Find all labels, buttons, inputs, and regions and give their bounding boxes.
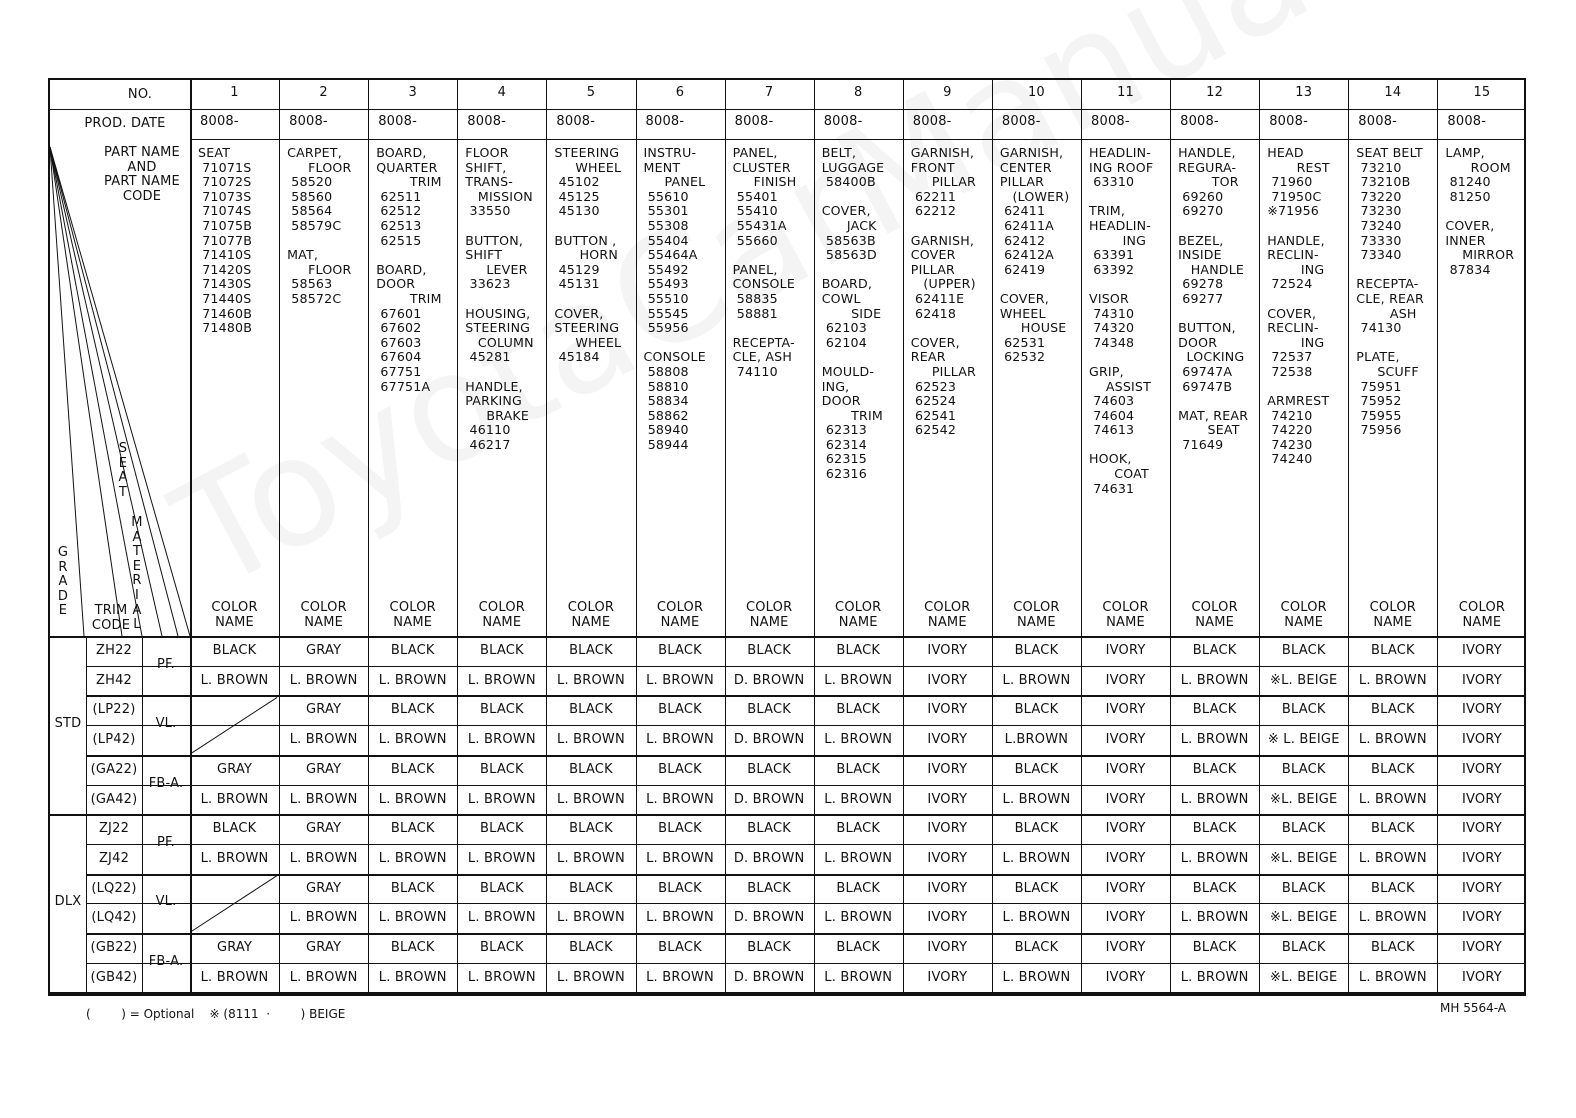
color-cell: BLACK: [836, 643, 881, 658]
prod-date: 8008-: [200, 114, 239, 129]
color-cell: IVORY: [927, 940, 968, 955]
color-name-label: COLOR NAME: [1191, 600, 1238, 630]
color-cell: L. BROWN: [1180, 732, 1249, 748]
color-name-label: COLOR NAME: [745, 600, 793, 630]
color-cell: GRAY: [216, 761, 253, 777]
color-cell: BLACK: [390, 880, 435, 896]
column-number: 12: [1206, 85, 1224, 100]
color-cell: IVORY: [927, 850, 968, 866]
prod-date: 8008-: [467, 114, 507, 129]
column-number: 10: [1027, 85, 1045, 100]
color-cell: BLACK: [1192, 940, 1237, 955]
color-cell: L. BROWN: [646, 910, 714, 926]
column-number: 9: [943, 85, 952, 100]
color-cell: IVORY: [927, 702, 968, 718]
color-cell: BLACK: [1192, 761, 1237, 777]
column-number: 4: [497, 85, 507, 100]
color-cell: L. BROWN: [1358, 672, 1427, 688]
color-name-label: COLOR NAME: [300, 600, 347, 630]
color-cell: BLACK: [1370, 940, 1415, 955]
color-cell: ※L. BEIGE: [1270, 850, 1338, 866]
color-cell: L. BROWN: [1002, 850, 1071, 866]
color-cell: IVORY: [927, 761, 968, 777]
trim-code: (LQ22): [91, 880, 137, 896]
column-number: 14: [1384, 85, 1402, 100]
color-cell: L. BROWN: [378, 969, 447, 985]
color-cell: L. BROWN: [646, 850, 714, 866]
color-cell: IVORY: [1462, 791, 1502, 807]
color-cell: BLACK: [569, 702, 613, 718]
empty-cell-slash: [192, 697, 277, 752]
color-cell: L. BROWN: [1180, 672, 1249, 688]
color-cell: IVORY: [1462, 761, 1502, 777]
color-cell: BLACK: [1281, 821, 1326, 837]
color-cell: BLACK: [658, 821, 702, 837]
part-list: LAMP, ROOM 81240 81250 COVER, INNER MIRROR 87834: [1445, 145, 1515, 277]
color-cell: ※L. BEIGE: [1270, 791, 1338, 807]
color-cell: BLACK: [836, 821, 881, 837]
color-cell: BLACK: [569, 761, 613, 777]
color-name-label: COLOR NAME: [1458, 600, 1506, 630]
material-label: PF.: [157, 834, 175, 850]
trim-code: (GB22): [90, 940, 138, 955]
color-cell: IVORY: [1462, 969, 1502, 985]
color-cell: L. BROWN: [200, 850, 269, 866]
trim-code: ZJ42: [98, 850, 130, 866]
part-list: HANDLE, REGURA- TOR 69260 69270 BEZEL, INSIDE HANDLE 69278 69277 BUTTON, DOOR LOCKING 69747A 69747B MAT, REAR SEAT 71649: [1178, 145, 1249, 452]
color-cell: L. BROWN: [646, 732, 714, 748]
color-cell: L. BROWN: [824, 672, 893, 688]
color-cell: IVORY: [1105, 643, 1146, 658]
color-cell: BLACK: [390, 761, 435, 777]
trim-code: (GA22): [90, 761, 138, 777]
color-cell: L. BROWN: [824, 850, 893, 866]
color-cell: L. BROWN: [289, 910, 358, 926]
color-name-label: COLOR NAME: [567, 600, 615, 630]
empty-cell-slash: [192, 876, 277, 931]
color-cell: L. BROWN: [557, 672, 625, 688]
color-cell: L. BROWN: [1358, 850, 1427, 866]
color-cell: IVORY: [1105, 732, 1146, 748]
color-cell: BLACK: [658, 643, 702, 658]
prod-date: 8008-: [823, 114, 863, 129]
part-list: SEAT 71071S 71072S 71073S 71074S 71075B 71077B 71410S 71420S 71430S 71440S 71460B 71480B: [198, 145, 253, 336]
color-cell: L. BROWN: [646, 791, 714, 807]
color-cell: L. BROWN: [646, 672, 714, 688]
trim-code: ZH42: [95, 672, 133, 688]
color-cell: IVORY: [1462, 940, 1502, 955]
color-cell: IVORY: [927, 910, 968, 926]
header-diagonal: [50, 147, 190, 636]
color-cell: L. BROWN: [1180, 791, 1249, 807]
color-cell: BLACK: [1370, 880, 1415, 896]
color-cell: L. BROWN: [1358, 732, 1427, 748]
color-cell: BLACK: [1281, 761, 1326, 777]
color-cell: IVORY: [1105, 969, 1146, 985]
color-cell: BLACK: [390, 643, 435, 658]
color-name-label: COLOR NAME: [835, 600, 882, 630]
prod-date: 8008-: [1091, 114, 1130, 129]
color-cell: L. BROWN: [824, 969, 893, 985]
color-cell: L. BROWN: [557, 850, 625, 866]
color-cell: L. BROWN: [467, 732, 536, 748]
color-cell: L. BROWN: [1180, 850, 1249, 866]
color-cell: IVORY: [1462, 910, 1502, 926]
material-label: M A T E R I A L: [131, 515, 143, 633]
prod-date: 8008-: [556, 114, 596, 129]
color-cell: D. BROWN: [733, 969, 805, 985]
color-cell: IVORY: [1105, 850, 1146, 866]
color-cell: BLACK: [747, 761, 791, 777]
trim-code: (LP42): [92, 732, 136, 748]
color-cell: GRAY: [306, 643, 342, 658]
part-name-label: PART NAME AND PART NAME CODE: [104, 145, 180, 204]
color-cell: IVORY: [1105, 880, 1146, 896]
color-cell: L. BROWN: [378, 732, 447, 748]
prod-date-label: PROD. DATE: [84, 116, 166, 131]
color-cell: L. BROWN: [289, 969, 358, 985]
color-cell: IVORY: [1105, 761, 1146, 777]
column-number: 8: [853, 85, 863, 100]
material-label: VL.: [155, 894, 177, 910]
trim-code-label: TRIM CODE: [91, 603, 131, 633]
color-cell: BLACK: [479, 761, 524, 777]
prod-date: 8008-: [912, 114, 952, 129]
color-cell: BLACK: [1192, 821, 1237, 837]
part-list: BELT, LUGGAGE 58400B COVER, JACK 58563B 58563D BOARD, COWL SIDE 62103 62104 MOULD- ING, DOOR TRIM 62313 62314 62315 62316: [821, 145, 885, 482]
color-cell: GRAY: [306, 761, 342, 777]
color-cell: L. BROWN: [200, 791, 269, 807]
trim-code: ZH22: [95, 643, 133, 658]
color-cell: BLACK: [479, 940, 524, 955]
color-name-label: COLOR NAME: [656, 600, 704, 630]
color-cell: BLACK: [390, 821, 435, 837]
color-cell: GRAY: [216, 940, 253, 955]
color-cell: BLACK: [1014, 702, 1059, 718]
color-cell: IVORY: [1105, 910, 1146, 926]
color-cell: D. BROWN: [733, 732, 805, 748]
color-cell: L. BROWN: [557, 732, 625, 748]
color-cell: IVORY: [1462, 643, 1502, 658]
color-cell: BLACK: [658, 940, 702, 955]
prod-date: 8008-: [645, 114, 685, 129]
color-cell: BLACK: [1281, 643, 1326, 658]
color-cell: L. BROWN: [200, 672, 269, 688]
color-cell: L. BROWN: [467, 791, 536, 807]
prod-date: 8008-: [1447, 114, 1487, 129]
color-cell: BLACK: [390, 940, 435, 955]
color-cell: IVORY: [1462, 672, 1502, 688]
color-cell: BLACK: [569, 940, 613, 955]
part-list: INSTRU- MENT PANEL 55610 55301 55308 55404 55464A 55492 55493 55510 55545 55956 CONSOLE 58808 58810 58834 58862 58940 58944: [643, 145, 706, 452]
color-cell: BLACK: [569, 643, 613, 658]
color-cell: IVORY: [927, 969, 968, 985]
prod-date: 8008-: [1001, 114, 1041, 129]
color-cell: BLACK: [1370, 761, 1415, 777]
prod-date: 8008-: [289, 114, 328, 129]
color-name-label: COLOR NAME: [1013, 600, 1060, 630]
prod-date: 8008-: [378, 114, 417, 129]
color-cell: IVORY: [1105, 791, 1146, 807]
color-cell: IVORY: [1105, 821, 1146, 837]
color-cell: L. BROWN: [557, 791, 625, 807]
color-cell: L. BROWN: [378, 910, 447, 926]
color-cell: BLACK: [479, 702, 524, 718]
color-cell: D. BROWN: [733, 910, 805, 926]
color-cell: BLACK: [1281, 940, 1326, 955]
color-cell: BLACK: [836, 880, 881, 896]
color-cell: BLACK: [212, 821, 257, 837]
color-cell: BLACK: [658, 761, 702, 777]
part-list: FLOOR SHIFT, TRANS- MISSION 33550 BUTTON, SHIFT LEVER 33623 HOUSING, STEERING COLUMN 45281 HANDLE, PARKING BRAKE 46110 46217: [465, 145, 534, 452]
color-cell: ※L. BEIGE: [1270, 910, 1338, 926]
color-cell: L. BROWN: [1002, 672, 1071, 688]
color-cell: BLACK: [390, 702, 435, 718]
color-cell: BLACK: [747, 821, 791, 837]
trim-code: (LQ42): [91, 910, 137, 926]
color-cell: BLACK: [1370, 702, 1415, 718]
color-cell: IVORY: [927, 880, 968, 896]
color-cell: BLACK: [1014, 821, 1059, 837]
color-cell: BLACK: [836, 940, 881, 955]
color-name-label: COLOR NAME: [389, 600, 436, 630]
column-number: 5: [586, 85, 596, 100]
color-cell: BLACK: [1192, 643, 1237, 658]
color-cell: L. BROWN: [289, 791, 358, 807]
color-cell: BLACK: [1014, 940, 1059, 955]
color-cell: L. BROWN: [200, 969, 269, 985]
color-cell: L. BROWN: [467, 672, 536, 688]
color-cell: GRAY: [306, 880, 342, 896]
prod-date: 8008-: [1269, 114, 1308, 129]
material-label: FB-A.: [148, 775, 184, 791]
color-cell: GRAY: [306, 940, 342, 955]
part-list: GARNISH, FRONT PILLAR 62211 62212 GARNISH, COVER PILLAR (UPPER) 62411E 62418 COVER, REAR PILLAR 62523 62524 62541 62542: [910, 145, 977, 438]
color-name-label: COLOR NAME: [478, 600, 526, 630]
color-cell: BLACK: [1014, 761, 1059, 777]
color-cell: GRAY: [306, 821, 342, 837]
footer-code: MH 5564-A: [1440, 1001, 1507, 1015]
color-cell: BLACK: [747, 643, 791, 658]
color-cell: L. BROWN: [646, 969, 714, 985]
color-cell: L. BROWN: [1002, 791, 1071, 807]
color-cell: BLACK: [1281, 702, 1326, 718]
color-cell: IVORY: [1462, 821, 1502, 837]
column-number: 2: [319, 85, 328, 100]
color-cell: IVORY: [927, 821, 968, 837]
color-name-label: COLOR NAME: [1369, 600, 1417, 630]
color-cell: BLACK: [479, 821, 524, 837]
color-cell: IVORY: [927, 732, 968, 748]
color-cell: L. BROWN: [378, 672, 447, 688]
trim-code: ZJ22: [98, 821, 130, 837]
color-cell: BLACK: [1014, 643, 1059, 658]
part-list: CARPET, FLOOR 58520 58560 58564 58579C MAT, FLOOR 58563 58572C: [287, 145, 352, 306]
color-cell: L. BROWN: [467, 969, 536, 985]
color-cell: BLACK: [747, 880, 791, 896]
grade-label: STD: [54, 716, 82, 732]
color-cell: IVORY: [1462, 850, 1502, 866]
color-cell: BLACK: [658, 702, 702, 718]
part-list: PANEL, CLUSTER FINISH 55401 55410 55431A 55660 PANEL, CONSOLE 58835 58881 RECEPTA- CLE, ASH 74110: [732, 145, 797, 379]
color-cell: L. BROWN: [824, 791, 893, 807]
color-cell: L. BROWN: [378, 850, 447, 866]
color-cell: IVORY: [927, 791, 968, 807]
color-cell: BLACK: [1281, 880, 1326, 896]
color-cell: IVORY: [1462, 732, 1502, 748]
color-cell: L. BROWN: [1180, 969, 1249, 985]
color-cell: L.BROWN: [1004, 732, 1069, 748]
column-number: 7: [764, 85, 774, 100]
trim-code: (LP22): [92, 702, 136, 718]
color-cell: L. BROWN: [1358, 969, 1427, 985]
color-cell: BLACK: [1370, 643, 1415, 658]
footer-legend: ( ) = Optional ※ (8111 · ) BEIGE: [86, 1007, 346, 1021]
part-list: HEADLIN- ING ROOF 63310 TRIM, HEADLIN- ING 63391 63392 VISOR 74310 74320 74348 GRIP, ASSIST 74603 74604 74613 HOOK, COAT 74631: [1089, 145, 1154, 496]
color-cell: D. BROWN: [733, 850, 805, 866]
color-name-label: COLOR NAME: [1280, 600, 1327, 630]
color-cell: BLACK: [1192, 702, 1237, 718]
color-cell: BLACK: [1370, 821, 1415, 837]
color-cell: L. BROWN: [289, 732, 358, 748]
column-number: 11: [1117, 85, 1135, 100]
color-cell: BLACK: [747, 702, 791, 718]
part-list: SEAT BELT 73210 73210B 73220 73230 73240 73330 73340 RECEPTA- CLE, REAR ASH 74130 PLATE, SCUFF 75951 75952 75955 75956: [1356, 145, 1424, 438]
color-name-label: COLOR NAME: [924, 600, 971, 630]
color-cell: BLACK: [1192, 880, 1237, 896]
part-list: STEERING WHEEL 45102 45125 45130 BUTTON , HORN 45129 45131 COVER, STEERING WHEEL 45184: [554, 145, 622, 365]
color-cell: L. BROWN: [378, 791, 447, 807]
color-cell: BLACK: [479, 643, 524, 658]
material-label: PF.: [157, 656, 175, 672]
no-label: NO.: [127, 87, 153, 102]
column-number: 13: [1295, 85, 1313, 100]
trim-color-table: [48, 78, 1526, 996]
color-name-label: COLOR NAME: [1102, 600, 1149, 630]
prod-date: 8008-: [1180, 114, 1219, 129]
column-number: 6: [675, 85, 685, 100]
color-cell: BLACK: [569, 821, 613, 837]
color-cell: L. BROWN: [824, 910, 893, 926]
color-cell: BLACK: [1014, 880, 1059, 896]
color-cell: L. BROWN: [289, 672, 358, 688]
color-cell: L. BROWN: [1358, 791, 1427, 807]
color-cell: IVORY: [927, 643, 968, 658]
grade-label: G R A D E: [57, 545, 69, 619]
prod-date: 8008-: [1358, 114, 1398, 129]
color-cell: ※ L. BEIGE: [1267, 732, 1340, 748]
seat-label: S E A T: [118, 441, 128, 500]
color-cell: IVORY: [1462, 702, 1502, 718]
prod-date: 8008-: [734, 114, 774, 129]
color-cell: BLACK: [569, 880, 613, 896]
color-name-label: COLOR NAME: [211, 600, 258, 630]
color-cell: IVORY: [1462, 880, 1502, 896]
color-cell: BLACK: [658, 880, 702, 896]
trim-code: (GA42): [90, 791, 138, 807]
color-cell: IVORY: [1105, 702, 1146, 718]
color-cell: D. BROWN: [733, 672, 805, 688]
color-cell: ※L. BEIGE: [1270, 969, 1338, 985]
color-cell: L. BROWN: [1358, 910, 1427, 926]
color-cell: IVORY: [927, 672, 968, 688]
color-cell: L. BROWN: [557, 910, 625, 926]
color-cell: L. BROWN: [1180, 910, 1249, 926]
color-cell: L. BROWN: [289, 850, 358, 866]
color-cell: BLACK: [836, 761, 881, 777]
color-cell: BLACK: [479, 880, 524, 896]
column-number: 1: [230, 85, 239, 100]
color-cell: L. BROWN: [824, 732, 893, 748]
color-cell: IVORY: [1105, 940, 1146, 955]
part-list: BOARD, QUARTER TRIM 62511 62512 62513 62515 BOARD, DOOR TRIM 67601 67602 67603 67604 67751 67751A: [376, 145, 442, 394]
column-number: 3: [408, 85, 417, 100]
color-cell: IVORY: [1105, 672, 1146, 688]
color-cell: BLACK: [836, 702, 881, 718]
column-number: 15: [1473, 85, 1491, 100]
color-cell: GRAY: [306, 702, 342, 718]
part-list: HEAD REST 71960 71950C ※71956 HANDLE, RECLIN- ING 72524 COVER, RECLIN- ING 72537 72538 ARMREST 74210 74220 74230 74240: [1267, 145, 1330, 467]
color-cell: BLACK: [747, 940, 791, 955]
color-cell: ※L. BEIGE: [1270, 672, 1338, 688]
color-cell: L. BROWN: [467, 850, 536, 866]
material-label: FB-A.: [148, 953, 184, 969]
color-cell: L. BROWN: [1002, 969, 1071, 985]
color-cell: L. BROWN: [557, 969, 625, 985]
color-cell: BLACK: [212, 643, 257, 658]
color-cell: L. BROWN: [1002, 910, 1071, 926]
grade-label: DLX: [54, 894, 82, 910]
material-label: VL.: [155, 716, 177, 732]
part-list: GARNISH, CENTER PILLAR (LOWER) 62411 62411A 62412 62412A 62419 COVER, WHEEL HOUSE 62531 62532: [999, 145, 1070, 365]
color-cell: L. BROWN: [467, 910, 536, 926]
color-cell: D. BROWN: [733, 791, 805, 807]
trim-code: (GB42): [90, 969, 138, 985]
